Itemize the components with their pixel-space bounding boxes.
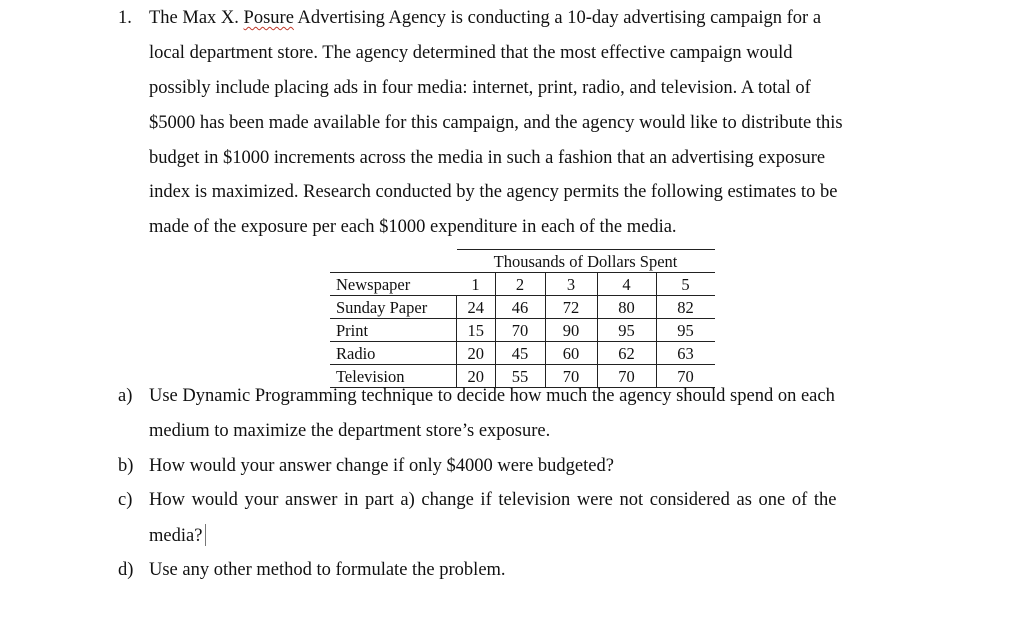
- question-line-7: made of the exposure per each $1000 expenditure in each of the media.: [149, 217, 677, 237]
- question-line-2: local department store. The agency determined that the most effective campaign would: [149, 43, 793, 63]
- table-col-header: 5: [656, 273, 715, 296]
- table-header-row: [330, 273, 715, 296]
- table-row-label: Sunday Paper: [330, 296, 457, 319]
- table-cell: 95: [597, 319, 656, 342]
- table-row-label: Radio: [330, 342, 457, 365]
- part-c-line-2: [149, 524, 206, 547]
- table-cell: 70: [495, 319, 545, 342]
- question-line-6: index is maximized. Research conducted by the agency permits the following estimates to be: [149, 182, 838, 202]
- question-line-3: possibly include placing ads in four media: internet, print, radio, and television. A total of: [149, 78, 811, 98]
- table-cell: 70: [597, 365, 656, 388]
- table-corner-blank: [330, 250, 457, 273]
- table-col-header: 3: [545, 273, 597, 296]
- part-d-line-1: Use any other method to formulate the problem.: [149, 560, 506, 580]
- table-cell: 20: [457, 365, 496, 388]
- table-cell: 90: [545, 319, 597, 342]
- question-line-1-start: The Max X.: [149, 8, 244, 28]
- question-line-1: [149, 7, 821, 29]
- table-cell: 45: [495, 342, 545, 365]
- part-d-marker: d): [118, 560, 134, 580]
- table-cell: 72: [545, 296, 597, 319]
- part-a-line-1: Use Dynamic Programming technique to decide how much the agency should spend on each: [149, 386, 835, 406]
- table-cell: 20: [457, 342, 496, 365]
- table-cell: 24: [457, 296, 496, 319]
- table-row-label: Television: [330, 365, 457, 388]
- table-row: [330, 342, 715, 365]
- table-cell: 46: [495, 296, 545, 319]
- table-cell: 70: [545, 365, 597, 388]
- table-cell: 63: [656, 342, 715, 365]
- part-b-marker: b): [118, 456, 134, 476]
- part-b-line-1: How would your answer change if only $4000 were budgeted?: [149, 456, 614, 476]
- part-c-marker: c): [118, 490, 133, 510]
- table-row: [330, 296, 715, 319]
- table-col-header: 4: [597, 273, 656, 296]
- table-cell: 62: [597, 342, 656, 365]
- table-cell: 55: [495, 365, 545, 388]
- part-a-line-2: medium to maximize the department store’s exposure.: [149, 421, 551, 441]
- part-a-marker: a): [118, 386, 133, 406]
- table-corner-label: Newspaper: [330, 273, 457, 296]
- text-cursor[interactable]: [205, 524, 206, 546]
- table-col-header: 2: [495, 273, 545, 296]
- question-line-1-rest: Advertising Agency is conducting a 10-day advertising campaign for a: [293, 8, 822, 28]
- table-header-group-row: [330, 250, 715, 273]
- question-number: 1.: [118, 8, 132, 28]
- table-row: [330, 319, 715, 342]
- exposure-table: [330, 249, 715, 388]
- table-row-label: Print: [330, 319, 457, 342]
- table-cell: 82: [656, 296, 715, 319]
- table-header-group: Thousands of Dollars Spent: [457, 250, 715, 273]
- table-cell: 70: [656, 365, 715, 388]
- table-cell: 60: [545, 342, 597, 365]
- table-cell: 80: [597, 296, 656, 319]
- spellcheck-flagged-word[interactable]: Posure: [243, 8, 294, 28]
- part-c-line-1: How would your answer in part a) change if television were not considered as one of the: [149, 490, 837, 510]
- part-c-line-2-text: media?: [149, 526, 203, 546]
- question-line-4: $5000 has been made available for this campaign, and the agency would like to distribute this: [149, 113, 843, 133]
- table-cell: 15: [457, 319, 496, 342]
- table-col-header: 1: [457, 273, 496, 296]
- question-line-5: budget in $1000 increments across the media in such a fashion that an advertising exposure: [149, 148, 826, 168]
- table-cell: 95: [656, 319, 715, 342]
